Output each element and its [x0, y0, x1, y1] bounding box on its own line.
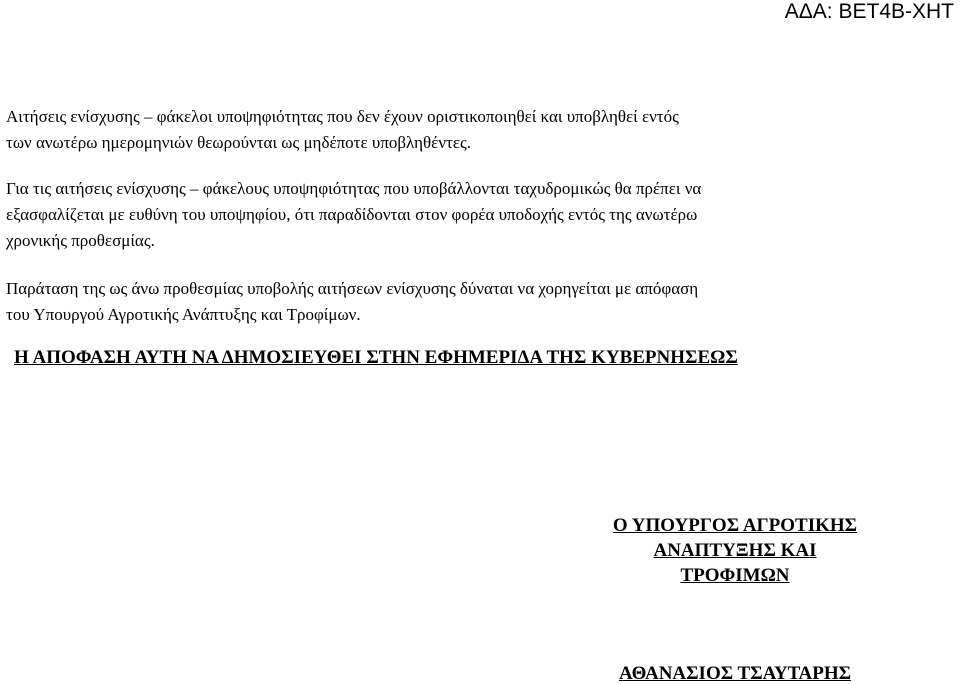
paragraph-line: των ανωτέρω ημερομηνιών θεωρούνται ως μηδέποτε υποβληθέντες.	[6, 133, 471, 152]
signature-title-line: ΑΝΑΠΤΥΞΗΣ ΚΑΙ	[653, 540, 817, 561]
paragraph-line: Παράταση της ως άνω προθεσμίας υποβολής αιτήσεων ενίσχυσης δύναται να χορηγείται με απόφαση	[6, 279, 699, 298]
paragraph-line: Αιτήσεις ενίσχυσης – φάκελοι υποψηφιότητας που δεν έχουν οριστικοποιηθεί και υποβληθεί εντός	[6, 107, 679, 126]
signature-title-line: ΤΡΟΦΙΜΩΝ	[680, 565, 790, 586]
publication-notice: Η ΑΠΟΦΑΣΗ ΑΥΤΗ ΝΑ ΔΗΜΟΣΙΕΥΘΕΙ ΣΤΗΝ ΕΦΗΜΕΡΙΔΑ ΤΗΣ ΚΥΒΕΡΝΗΣΕΩΣ	[14, 347, 738, 368]
paragraph-submission-deadline	[6, 104, 956, 156]
paragraph-postal-submission	[6, 176, 956, 254]
signature-title-line: Ο ΥΠΟΥΡΓΟΣ ΑΓΡΟΤΙΚΗΣ	[612, 515, 858, 536]
paragraph-line: εξασφαλίζεται με ευθύνη του υποψηφίου, ότι παραδίδονται στον φορέα υποδοχής εντός της ανωτέρω	[6, 205, 698, 224]
ada-code: ΑΔΑ: ΒΕΤ4Β-ΧΗΤ	[784, 0, 954, 23]
signature-block-title	[560, 513, 910, 588]
paragraph-line: χρονικής προθεσμίας.	[6, 231, 155, 250]
paragraph-deadline-extension	[6, 276, 956, 328]
paragraph-line: του Υπουργού Αγροτικής Ανάπτυξης και Τροφίμων.	[6, 305, 361, 324]
signer-name: ΑΘΑΝΑΣΙΟΣ ΤΣΑΥΤΑΡΗΣ	[618, 663, 852, 684]
paragraph-line: Για τις αιτήσεις ενίσχυσης – φάκελους υποψηφιότητας που υποβάλλονται ταχυδρομικώς θα πρέπει να	[6, 179, 702, 198]
